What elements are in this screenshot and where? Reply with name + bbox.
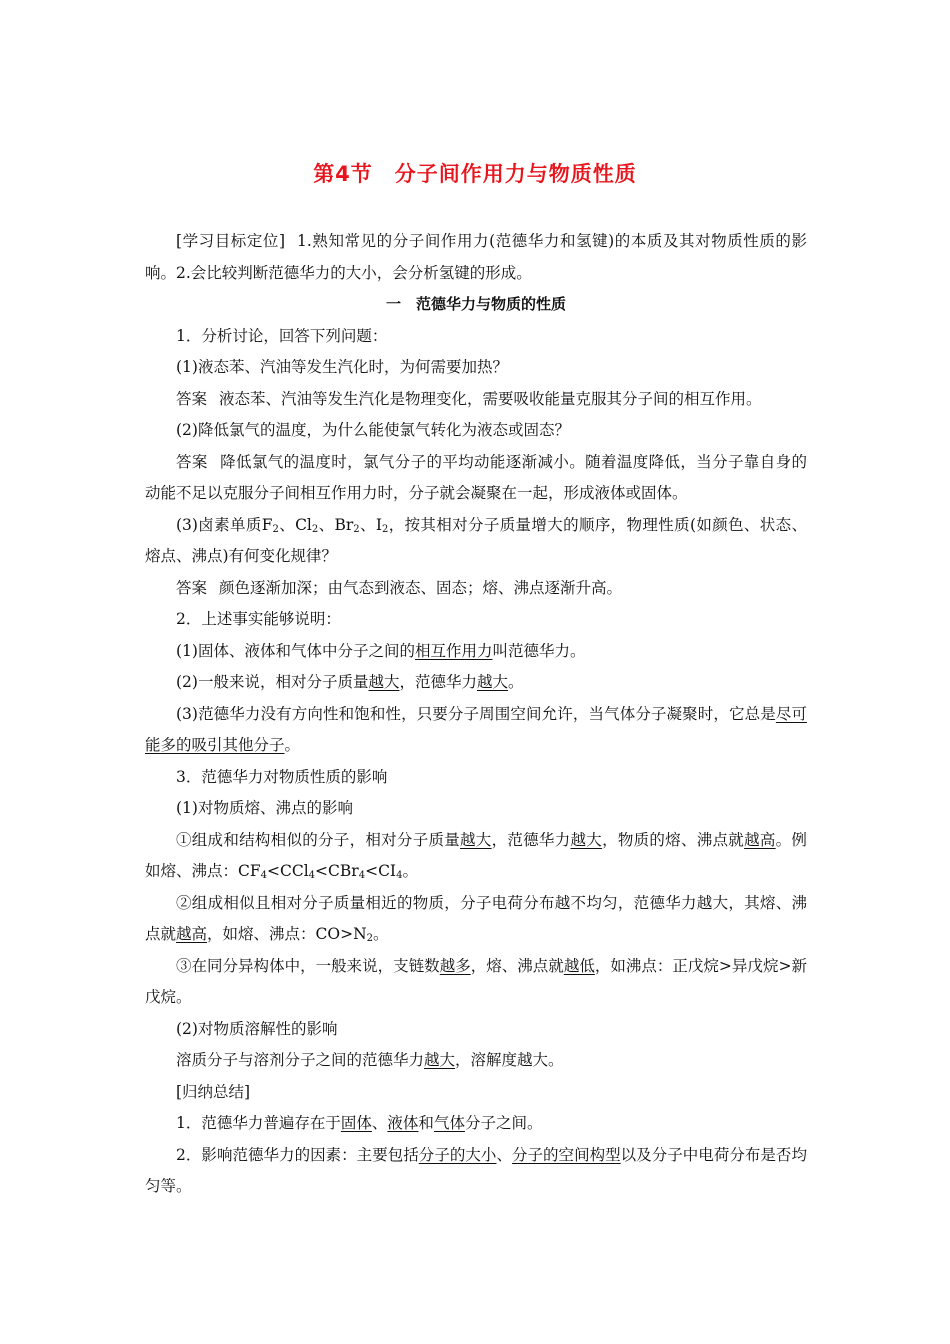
page-title: 第4节 分子间作用力与物质性质 (313, 162, 637, 186)
fill-blank-line: (3)范德华力没有方向性和饱和性，只要分子周围空间允许，当气体分子凝聚时，它总是尽可能多的吸引其他分子。 (145, 704, 807, 754)
blank-answer: 液体 (387, 1114, 419, 1132)
subheading: (1)对物质熔、沸点的影响 (176, 799, 353, 817)
blank-answer: 越高 (744, 830, 776, 849)
fill-blank-line: ③在同分异构体中，一般来说，支链数越多，熔、沸点就越低，如沸点：正戊烷>异戊烷>新戊烷。 (145, 956, 807, 1006)
question-lead: 2．上述事实能够说明： (176, 610, 341, 628)
answer-label: 答案 (176, 578, 208, 597)
objective-tag: [学习目标定位] (176, 232, 286, 250)
summary-tag: [归纳总结] (176, 1082, 251, 1101)
blank-answer: 分子的空间构型 (511, 1145, 621, 1164)
subheading: (2)对物质溶解性的影响 (176, 1019, 338, 1038)
blank-answer: 越低 (563, 956, 595, 975)
fill-blank-line: 溶质分子与溶剂分子之间的范德华力越大，溶解度越大。 (176, 1051, 564, 1069)
section-heading: 一 范德华力与物质的性质 (385, 295, 566, 313)
blank-answer: 气体 (433, 1114, 465, 1132)
document-body (145, 226, 807, 1203)
fill-blank-line: ①组成和结构相似的分子，相对分子质量越大，范德华力越大，物质的熔、沸点就越高。例如熔、沸点：$CF_4<CCl_4<CBr_4<CI_4$。 (145, 830, 807, 881)
blank-answer: 尽可能多的吸引其他分子 (145, 704, 807, 754)
question-text: (2)降低氯气的温度，为什么能使氯气转化为液态或固态？ (176, 421, 570, 439)
objective-text: 1.熟知常见的分子间作用力(范德华力和氢键)的本质及其对物质性质的影响。2.会比较判断范德华力的大小，会分析氢键的形成。 (145, 232, 807, 282)
question-text: (1)液态苯、汽油等发生汽化时，为何需要加热？ (176, 358, 508, 376)
answer-label: 答案 (176, 452, 208, 471)
blank-answer: 越大 (570, 830, 603, 849)
blank-answer: 越高 (176, 925, 208, 943)
fill-blank-line: (1)固体、液体和气体中分子之间的相互作用力叫范德华力。 (176, 641, 586, 660)
blank-answer: 固体 (340, 1114, 372, 1132)
question-text: (3)卤素单质$F_2$、$Cl_2$、$Br_2$、$I_2$，按其相对分子质量增大的顺序，物理性质(如颜色、状态、熔点、沸点)有何变化规律？ (145, 515, 807, 565)
fill-blank-line: 1．范德华力普遍存在于固体、液体和气体分子之间。 (176, 1114, 543, 1132)
fill-blank-line: 2．影响范德华力的因素：主要包括分子的大小、分子的空间构型以及分子中电荷分布是否均匀等。 (145, 1145, 807, 1195)
answer-text: 答案 液态苯、汽油等发生汽化是物理变化，需要吸收能量克服其分子间的相互作用。 (176, 389, 762, 408)
blank-answer: 越大 (368, 673, 400, 691)
learning-objective (145, 226, 807, 289)
blank-answer: 分子的大小 (418, 1145, 497, 1164)
answer-text: 答案 降低氯气的温度时，氯气分子的平均动能逐渐减小。随着温度降低，当分子靠自身的动能不足以克服分子间相互作用力时，分子就会凝聚在一起，形成液体或固体。 (145, 452, 807, 502)
blank-answer: 相互作用力 (414, 641, 493, 660)
question-lead: 1．分析讨论，回答下列问题： (176, 326, 388, 345)
blank-answer: 越大 (460, 830, 492, 849)
blank-answer: 越大 (424, 1051, 456, 1069)
answer-label: 答案 (176, 389, 208, 408)
question-lead: 3．范德华力对物质性质的影响 (176, 767, 388, 786)
answer-text: 答案 颜色逐渐加深；由气态到液态、固态；熔、沸点逐渐升高。 (176, 578, 623, 597)
fill-blank-line: (2)一般来说，相对分子质量越大，范德华力越大。 (176, 673, 524, 691)
blank-answer: 越多 (439, 956, 471, 975)
fill-blank-line: ②组成相似且相对分子质量相近的物质，分子电荷分布越不均匀，范德华力越大，其熔、沸点就越高，如熔、沸点：$CO>N_2$。 (145, 893, 807, 944)
blank-answer: 越大 (477, 673, 509, 691)
